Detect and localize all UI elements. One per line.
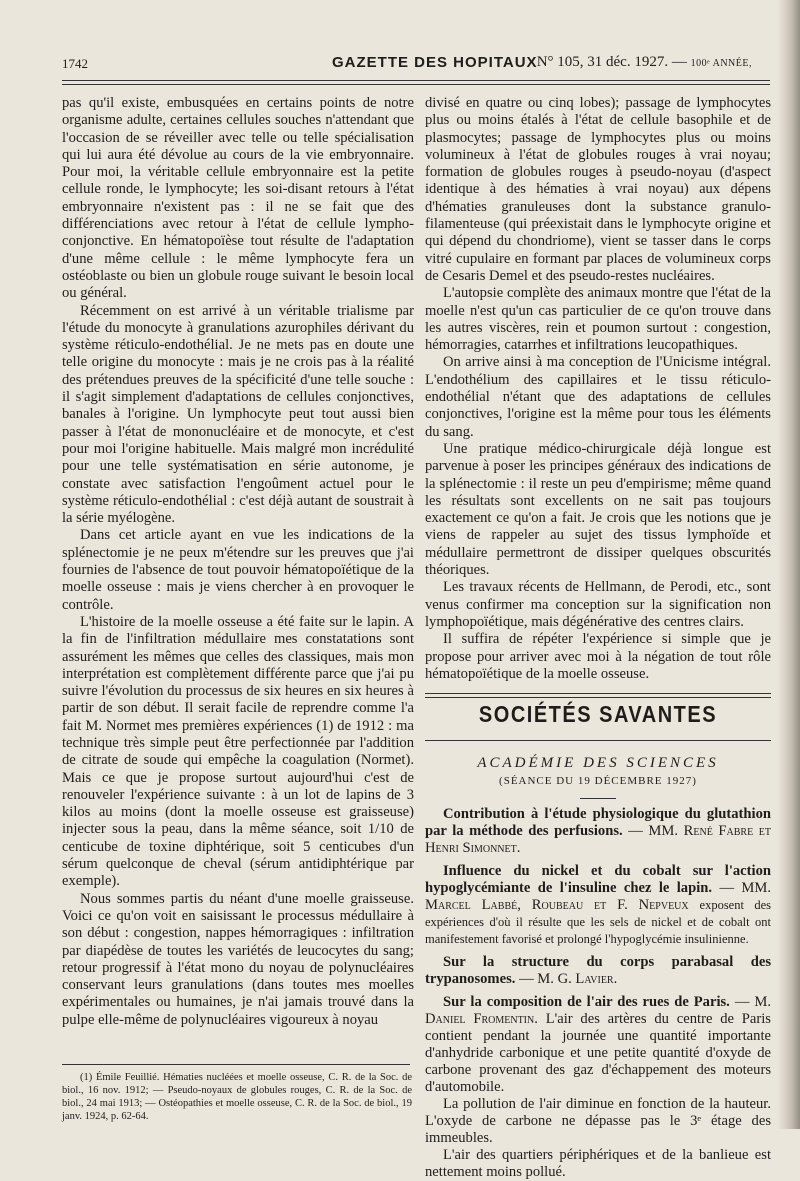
issue-info (537, 54, 752, 71)
section-heading: SOCIÉTÉS SAVANTES (478, 702, 718, 728)
report-authors: — MM. René Fabre et Henri Simonnet. (425, 823, 771, 856)
paragraph: Il suffira de répéter l'expérience si simple que je propose pour arriver avec moi à la négation de tout rôle hématopoïétique de la moelle osseuse. (425, 631, 771, 682)
report-item (425, 806, 771, 857)
paragraph: Les travaux récents de Hellmann, de Perodi, etc., sont venus confirmer ma conception sur la signification non lymphopoïétique, mais dégénérative des centres clairs. (425, 579, 771, 630)
footnote-rule (62, 1064, 410, 1065)
report-authors: — M. Daniel Fromentin. (425, 994, 771, 1027)
header-rule (62, 80, 770, 81)
footnote: (1) Émile Feuillié. Hématies nucléées et moelle osseuse, C. R. de la Soc. de biol., 16 nov. 1912; — Pseudo-noyaux de globules rouges, C. R. de la Soc. de biol., 24 mai 1913; — Ostéopathies et moelle osseuse, C. R. de la Soc. de biol., 19 janv. 1924, p. 62-64. (62, 1072, 412, 1122)
paragraph: divisé en quatre ou cinq lobes); passage de lymphocytes plus ou moins étalés à l'état de cellule basophile et de plasmocytes; passage de lymphocytes plus ou moins volumineux à l'état de globules rouges à vrai noyau; formation de globules rouges à pseudo-noyau (d'aspect identique à des hématies à vrai noyau) aux dépens d'hématies granuleuses dont la substance granulo-filamenteuse (qui préexistait dans le lymphocyte origine et qui dépend du chondriome), vient se tasser dans le corps vitré cupulaire en formant par places de volumineux corps de Cesaris Demel et des pseudo-restes nucléaires. (425, 95, 771, 284)
paragraph: On arrive ainsi à ma conception de l'Unicisme intégral. L'endothélium des capillaires et le tissu réticulo-endothélial n'étant que des adaptations de cellules conjonctives, l'origine est la même pour tous les éléments du sang. (425, 354, 771, 440)
report-item (425, 863, 771, 948)
paragraph: L'autopsie complète des animaux montre que l'état de la moelle n'est qu'un cas particulier de ce qu'on trouve dans les autres viscères, rein et poumon surtout : congestion, hémorragies, catarrhes et infiltrations leucopathiques. (425, 285, 771, 354)
section-heading-rule (425, 740, 771, 741)
report-body: L'air des quartiers périphériques et de la banlieue est nettement moins pollué. (425, 1147, 771, 1180)
report-title: Sur la structure du corps parabasal des trypanosomes. (425, 954, 771, 987)
report-authors: — M. G. Lavier. (519, 971, 618, 987)
report-body: L'air des artères du centre de Paris contient pendant la journée une quantité importante d'anhydride carbonique et une petite quantité d'oxyde de carbone provenant des gaz d'échappement des moteurs d'automobile. (425, 1011, 771, 1095)
separator-rule (580, 798, 616, 799)
report-body: La pollution de l'air diminue en fonction de la hauteur. L'oxyde de carbone ne dépasse pas le 3ᵉ étage des immeubles. (425, 1096, 771, 1146)
paragraph: Nous sommes partis du néant d'une moelle graisseuse. Voici ce qu'on voit en saisissant le processus médullaire à son début : congestion, nappes hémorragiques : infiltration par diapédèse de toutes les variétés de leucocytes du sang; retour progressif à l'état mono du noyau de polynucléaires conservant leurs granulations (dans toutes mes moelles expérimentales ou humaines, je n'ai jamais trouvé dans la pulpe elle-même de polynucléaires vigoureux à noyau (62, 890, 414, 1028)
paragraph: Dans cet article ayant en vue les indications de la splénectomie je ne peux m'étendre sur les preuves que j'ai fournies de l'absence de tout pouvoir hématopoïétique de la moelle osseuse : mais je viens chercher à en provoquer le contrôle. (62, 527, 414, 613)
section-rule-double (425, 697, 771, 698)
header-rule-double (62, 84, 770, 85)
page-number: 1742 (62, 56, 88, 71)
session-date: (SÉANCE DU 19 DÉCEMBRE 1927) (499, 775, 697, 787)
paragraph: Récemment on est arrivé à un véritable trialisme par l'étude du monocyte à granulations azurophiles dérivant du système réticulo-endothélial. Je ne mets pas en doute une telle origine du monocyte : mais je ne crois pas à la réalité des prétendues preuves de la spécificité d'une telle souche : il s'agit simplement d'adaptations de cellules conjonctives, banales à l'origine. Un lymphocyte peut tout aussi bien passer à l'état de mononucléaire et de monocyte, et c'est pour moi l'origine habituelle. Mais malgré mon incrédulité pour une telle systématisation en série autonome, je constate avec satisfaction l'engoûment actuel pour le système réticulo-endothélial : c'est déjà autant de soustrait à la série myélogène. (62, 302, 414, 527)
paragraph: L'histoire de la moelle osseuse a été faite sur le lapin. A la fin de l'infiltration médullaire mes constatations sont assurément les mêmes que celles des classiques, mais mon interprétation est complètement différente parce que j'ai pu suivre l'évolution du processus de six heures en six heures à partir de son début. Il serait facile de reprendre comme l'a fait M. Normet mes premières expériences (1) de 1912 : ma technique très simple peut être perfectionnée par l'addition de citrate de soude qui empêche la coagulation (Normet). Mais ce que je propose surtout aujourd'hui c'est de renouveler l'expérience suivante : à un lot de lapins de 3 kilos au moins (dont la moelle osseuse est graisseuse) injecter sous la peau, dans la même séance, soit 1/10 de centicube de toxine diphtérique, soit 5 centicubes d'un sérum quelconque de cheval (sérum antidiphtérique par exemple). (62, 613, 414, 890)
report-title: Contribution à l'étude physiologique du glutathion par la méthode des perfusions. (425, 806, 771, 839)
report-title: Sur la composition de l'air des rues de Paris. (443, 994, 730, 1010)
page-edge-shadow (778, 0, 800, 1129)
issue-number: N° 105, 31 déc. 1927. — (536, 54, 687, 70)
left-column (62, 95, 414, 1029)
right-column (425, 95, 771, 683)
report-item (425, 994, 771, 1096)
report-body: exposent des expériences d'où il résulte que les sels de nickel et de cobalt ont manifestement favorisé et prolongé l'hypoglycémie insulinienne. (425, 898, 771, 946)
report-item (425, 954, 771, 988)
report-authors: — MM. Marcel Labbé, Roubeau et F. Nepveux (425, 880, 772, 913)
paragraph: Une pratique médico-chirurgicale déjà longue est parvenue à poser les principes généraux des indications de la splénectomie : il reste un peu d'empirisme; même quand les résultats sont excellents on ne sait pas toujours exactement ce qu'on a fait. Je crois que les notions que je viens de rappeler au sujet des tissus lymphoïde et médullaire permettront de dissiper quelques obscurités théoriques. (425, 440, 771, 579)
paragraph: pas qu'il existe, embusquées en certains points de notre organisme adulte, certaines cellules souches n'attendant que l'occasion de se réveiller avec telle ou telle spécialisation qui lui aura été dévolue au cours de la vie embryonnaire. Pour moi, la véritable cellule embryonnaire est la petite cellule ronde, le lymphocyte; les soi-disant retours à l'état embryonnaire n'existent pas : il ne se fait que des différenciations avec retour à l'état de cellule lympho-conjonctive. En hématopoïèse tout résulte de l'adaptation d'une même cellule : le même lymphocyte fera un ostéoblaste ou bien un globule rouge suivant le besoin local ou général. (62, 95, 414, 302)
page-header (62, 48, 770, 78)
academy-reports (425, 806, 771, 1181)
report-title: Influence du nickel et du cobalt sur l'action hypoglycémiante de l'insuline chez le lapin. (425, 863, 771, 896)
section-rule (425, 693, 771, 694)
academy-heading: ACADÉMIE DES SCIENCES (477, 755, 719, 771)
journal-title: GAZETTE DES HOPITAUX (332, 54, 538, 71)
year-label: 100ᵉ ANNÉE, (690, 58, 752, 69)
